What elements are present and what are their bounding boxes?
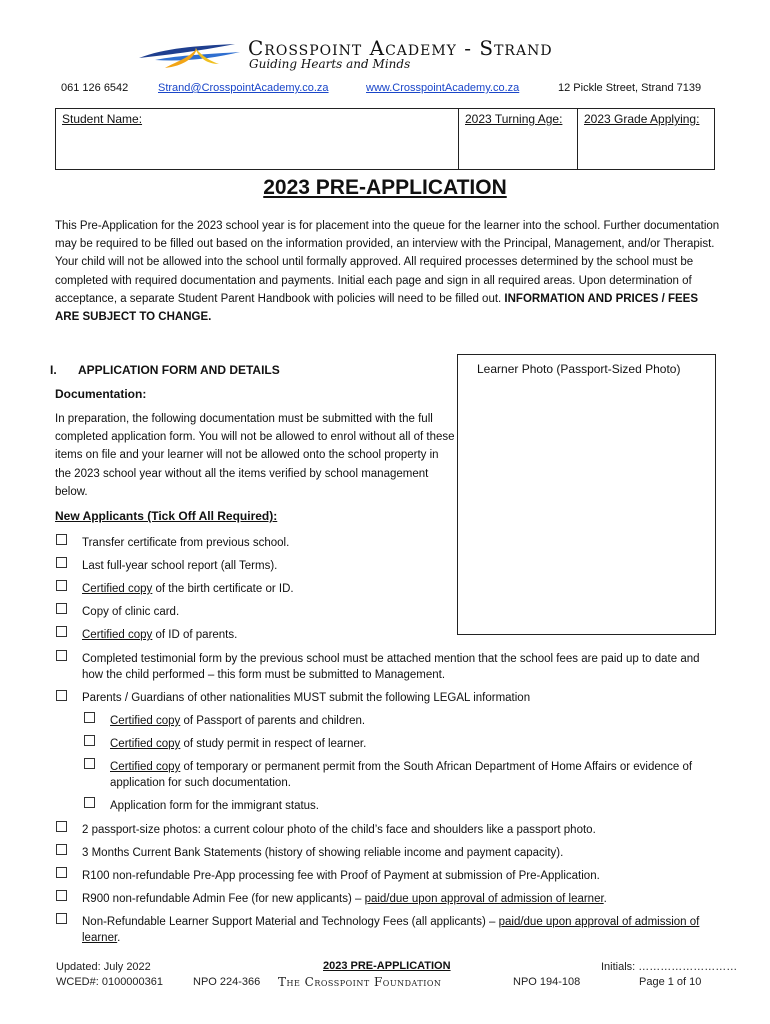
list-item: Transfer certificate from previous school. xyxy=(82,537,290,549)
intro-paragraph: This Pre-Application for the 2023 school year is for placement into the queue for the learner into the school. Further documentation may be required to be filled out based on the information provided, an interview with the Principal, Management, and/or Therapist. Your child will not be allowed into the school until formally approved. All required processes determined by the school must be completed with required documentation and payments. Initial each page and sign in all required areas. Upon determination of acceptance, a separate Student Parent Handbook with policies will need to be filled out. INFORMATION AND PRICES / FEES ARE SUBJECT TO CHANGE. xyxy=(55,220,720,324)
list-item: R100 non-refundable Pre-App processing fee with Proof of Payment at submission of Pre-Application. xyxy=(82,870,600,882)
checkbox-6[interactable] xyxy=(56,650,67,664)
section-heading: APPLICATION FORM AND DETAILS xyxy=(78,363,280,377)
checkbox-sub-3[interactable] xyxy=(84,758,95,772)
org-tagline: Guiding Hearts and Minds xyxy=(249,57,411,71)
footer-title: 2023 PRE-APPLICATION xyxy=(323,960,451,972)
footer-foundation: The Crosspoint Foundation xyxy=(278,975,442,989)
checkbox-5[interactable] xyxy=(56,626,67,640)
list-item: Certified copy of ID of parents. xyxy=(82,629,238,641)
initials-field[interactable]: Initials: ……………………… xyxy=(601,961,738,973)
list-item: Certified copy of Passport of parents and children. xyxy=(110,715,366,727)
table-divider xyxy=(458,108,459,170)
table-divider xyxy=(577,108,578,170)
grade-applying-field[interactable]: 2023 Grade Applying: xyxy=(584,112,700,126)
checkbox-3[interactable] xyxy=(56,580,67,594)
list-item: 3 Months Current Bank Statements (history of showing reliable income and payment capacity). xyxy=(82,847,564,859)
learner-photo-box[interactable] xyxy=(457,354,716,635)
address: 12 Pickle Street, Strand 7139 xyxy=(558,82,702,94)
checkbox-11[interactable] xyxy=(56,890,67,904)
footer-npo-1: NPO 224-366 xyxy=(193,976,261,988)
phone-number: 061 126 6542 xyxy=(61,82,129,94)
new-applicants-heading: New Applicants (Tick Off All Required): xyxy=(55,509,278,523)
documentation-heading: Documentation: xyxy=(55,387,147,401)
list-item: Non-Refundable Learner Support Material and Technology Fees (all applicants) – paid/due upon approval of admission of learner. xyxy=(82,916,700,944)
list-item: Last full-year school report (all Terms). xyxy=(82,560,278,572)
checkbox-2[interactable] xyxy=(56,557,67,571)
checkbox-1[interactable] xyxy=(56,534,67,548)
email-link[interactable]: Strand@CrosspointAcademy.co.za xyxy=(158,82,329,94)
checkbox-8[interactable] xyxy=(56,821,67,835)
footer-npo-2: NPO 194-108 xyxy=(513,976,581,988)
checkbox-10[interactable] xyxy=(56,867,67,881)
list-item: Copy of clinic card. xyxy=(82,606,180,618)
list-item: R900 non-refundable Admin Fee (for new applicants) – paid/due upon approval of admission of learner. xyxy=(82,893,607,905)
logo-mark xyxy=(135,38,245,74)
footer-updated: Updated: July 2022 xyxy=(56,961,151,973)
photo-label: Learner Photo (Passport-Sized Photo) xyxy=(477,362,681,376)
list-item: 2 passport-size photos: a current colour photo of the child’s face and shoulders like a passport photo. xyxy=(82,824,596,836)
checkbox-sub-4[interactable] xyxy=(84,797,95,811)
documentation-paragraph: In preparation, the following documentation must be submitted with the full completed application form. You will not be allowed to enrol without all of these items on file and your learner will not be allowed onto the school property in the 2023 school year without all the items verified by school management below. xyxy=(55,413,455,498)
checkbox-sub-2[interactable] xyxy=(84,735,95,749)
student-name-field[interactable]: Student Name: xyxy=(62,112,143,126)
website-link[interactable]: www.CrosspointAcademy.co.za xyxy=(366,82,520,94)
turning-age-field[interactable]: 2023 Turning Age: xyxy=(465,112,563,126)
list-item: Parents / Guardians of other nationalities MUST submit the following LEGAL information xyxy=(82,692,531,704)
list-item: Certified copy of the birth certificate or ID. xyxy=(82,583,294,595)
checkbox-4[interactable] xyxy=(56,603,67,617)
section-numeral: I. xyxy=(50,363,57,377)
checkbox-7[interactable] xyxy=(56,690,67,704)
page-title: 2023 PRE-APPLICATION xyxy=(263,176,507,199)
list-item: Certified copy of temporary or permanent permit from the South African Department of Home Affairs or evidence of application for such documentation. xyxy=(110,761,693,789)
checkbox-9[interactable] xyxy=(56,844,67,858)
page-number: Page 1 of 10 xyxy=(639,976,702,988)
list-item: Certified copy of study permit in respect of learner. xyxy=(110,738,367,750)
org-name: Crosspoint Academy - Strand xyxy=(248,36,553,60)
list-item: Application form for the immigrant status. xyxy=(110,800,319,812)
checkbox-sub-1[interactable] xyxy=(84,712,95,726)
footer-wced: WCED#: 0100000361 xyxy=(56,976,164,988)
list-item: Completed testimonial form by the previous school must be attached mention that the school fees are paid up to date and how the child performed – this form must be submitted to Management. xyxy=(82,653,700,681)
checkbox-12[interactable] xyxy=(56,913,67,927)
